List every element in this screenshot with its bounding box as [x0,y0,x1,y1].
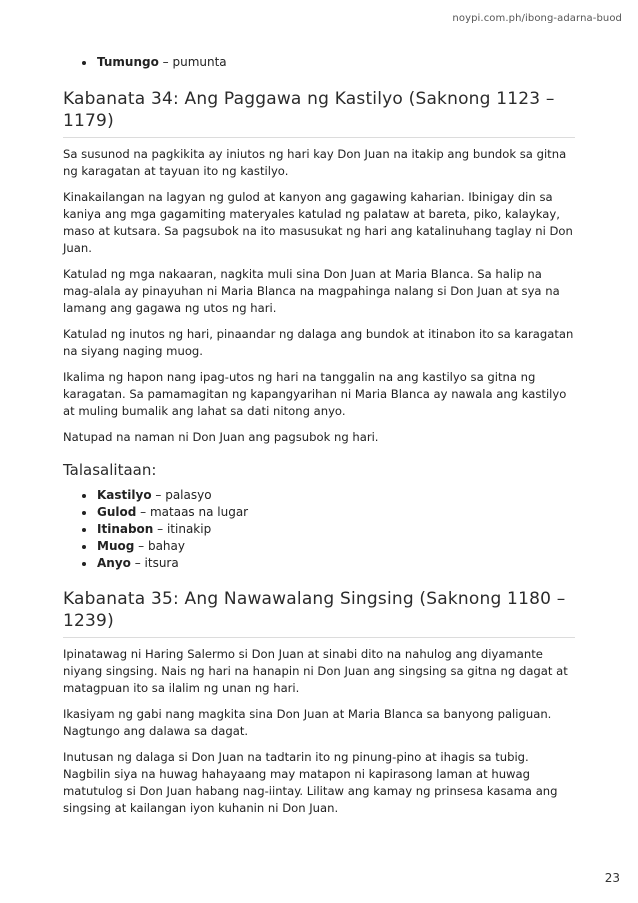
definition: – mataas na lugar [136,505,249,519]
page-number: 23 [604,871,620,885]
term: Kastilyo [97,488,152,502]
list-item [63,538,575,555]
term: Muog [97,539,135,553]
term: Gulod [97,505,137,519]
definition: – itinakip [153,522,212,536]
list-item [63,521,575,538]
definition: – pumunta [158,55,227,69]
term: Tumungo [97,55,159,69]
chapter-34-title: Kabanata 34: Ang Paggawa ng Kastilyo (Saknong 1123 – 1179) [63,88,575,138]
chapter-35-title: Kabanata 35: Ang Nawawalang Singsing (Saknong 1180 – 1239) [63,588,575,638]
chapter-35-paragraph: Ikasiyam ng gabi nang magkita sina Don Juan at Maria Blanca sa banyong paliguan. Nagtungo ang dalawa sa dagat. [63,707,552,738]
definition: – itsura [130,556,179,570]
list-item [63,504,575,521]
chapter-34-paragraph: Sa susunod na pagkikita ay iniutos ng hari kay Don Juan na itakip ang bundok sa gitna ng karagatan at tayuan ito ng kastilyo. [63,147,567,178]
chapter-34-paragraph: Katulad ng inutos ng hari, pinaandar ng dalaga ang bundok at itinabon ito sa karagatan na siyang naging muog. [63,327,574,358]
list-item [63,555,575,572]
list-item [63,54,575,71]
list-item [63,487,575,504]
term: Anyo [97,556,131,570]
chapter-34-paragraph: Katulad ng mga nakaaran, nagkita muli sina Don Juan at Maria Blanca. Sa halip na mag-alala ay pinayuhan ni Maria Blanca na magpahinga nalang si Don Juan at sya na lamang ang gagawa ng utos ng hari. [63,267,560,315]
previous-vocabulary-list [63,54,575,71]
chapter-35-paragraph: Ipinatawag ni Haring Salermo si Don Juan at sinabi dito na nahulog ang diyamante niyang singsing. Nais ng hari na hanapin ni Don Juan ang singsing sa gitna ng dagat at matagpuan ito sa ilalim ng unan ng hari. [63,647,568,695]
definition: – bahay [134,539,185,553]
chapter-34-paragraph: Ikalima ng hapon nang ipag-utos ng hari na tanggalin na ang kastilyo sa gitna ng karagatan. Sa pamamagitan ng kapangyarihan ni Maria Blanca ay nawala ang kastilyo at muling bumalik ang lahat sa dati nitong anyo. [63,370,567,418]
chapter-34-paragraph: Kinakailangan na lagyan ng gulod at kanyon ang gagawing kaharian. Ibinigay din sa kaniya ang mga gagamiting materyales katulad ng palataw at bareta, piko, kalaykay, maso at kutsara. Sa pagsubok na ito masusukat ng hari ang katalinuhang taglay ni Don Juan. [63,190,573,255]
chapter-35-paragraph: Inutusan ng dalaga si Don Juan na tadtarin ito ng pinung-pino at ihagis sa tubig. Nagbilin siya na huwag hahayaang may matapon ni kapirasong laman at huwag matutulog si Don Juan habang nag-iintay. Lilitaw ang kamay ng prinsesa kasama ang singsing at kailangan iyon kuhanin ni Don Juan. [63,750,558,815]
vocabulary-list [63,487,575,572]
chapter-34-paragraph: Natupad na naman ni Don Juan ang pagsubok ng hari. [63,430,379,444]
vocabulary-heading: Talasalitaan: [63,461,157,479]
page-content [63,54,575,817]
source-url[interactable]: noypi.com.ph/ibong-adarna-buod [452,13,622,24]
term: Itinabon [97,522,154,536]
definition: – palasyo [151,488,212,502]
